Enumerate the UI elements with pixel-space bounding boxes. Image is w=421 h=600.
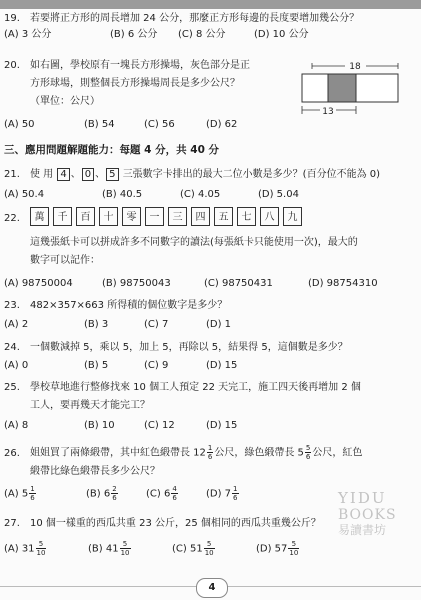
question-text-line1: 學校草地進行整修找來 10 個工人預定 22 天完工，施工四天後再增加 2 個 [30, 382, 361, 393]
question-text-mid: 公尺，綠色緞帶長 5 [214, 447, 304, 459]
option-d [206, 485, 240, 502]
fraction [207, 444, 213, 461]
question-text-post: 三張數字卡排出的最大二位小數是多少？(百分位不能為 0) [122, 169, 381, 180]
option-label: (D) 57 [256, 543, 288, 555]
question-22 [4, 212, 30, 226]
denominator: 6 [30, 494, 35, 502]
question-text: 10 個一樣重的西瓜共重 23 公斤，25 個相同的西瓜共重幾公斤？ [30, 518, 321, 529]
word-card: 千 [53, 207, 72, 226]
numerator: 5 [305, 444, 311, 452]
question-text-line3: （單位：公尺） [30, 96, 100, 107]
question-number: 22. [4, 213, 20, 224]
word-card: 七 [237, 207, 256, 226]
digit-card-0: 0 [82, 168, 94, 181]
question-number: 23. [4, 300, 20, 311]
question-21 [4, 168, 380, 182]
numerator: 1 [207, 444, 213, 452]
option-label: (D) 7 [206, 488, 232, 500]
dimension-label-top: 18 [349, 62, 361, 72]
word-card: 萬 [30, 207, 49, 226]
denominator: 6 [112, 494, 117, 502]
fraction [120, 540, 131, 557]
word-card: 五 [214, 207, 233, 226]
numerator: 5 [36, 540, 47, 549]
option-d: (D) 10 公分 [254, 29, 309, 40]
fraction [111, 485, 117, 502]
question-text-line2: 工人，要再幾天才能完工？ [30, 400, 150, 411]
fraction [36, 540, 47, 557]
option-label: (C) 6 [146, 488, 171, 500]
question-text: 482×357×663 所得積的個位數字是多少？ [30, 300, 228, 311]
option-a: (A) 98750004 [4, 278, 73, 289]
question-number: 21. [4, 169, 20, 180]
option-a: (A) 3 公分 [4, 29, 52, 40]
option-b: (B) 54 [84, 119, 115, 130]
option-a: (A) 2 [4, 319, 29, 330]
numerator: 1 [233, 485, 238, 493]
watermark [338, 490, 418, 537]
numerator: 5 [204, 540, 215, 549]
question-text-post: 公尺，紅色 [312, 447, 363, 459]
option-d: (D) 1 [206, 319, 232, 330]
fraction [288, 540, 299, 557]
word-card: 八 [260, 207, 279, 226]
top-band [0, 0, 421, 9]
question-text-line2: 數字可以記作： [30, 255, 100, 266]
option-c: (C) 8 公分 [178, 29, 226, 40]
option-b: (B) 10 [84, 420, 115, 431]
page-number: 4 [196, 578, 228, 598]
dimension-label-bottom: 13 [322, 107, 334, 117]
question-text: 一個數減掉 5，乘以 5，加上 5，再除以 5，結果得 5，這個數是多少？ [30, 342, 348, 353]
question-27 [4, 517, 321, 531]
denominator: 6 [233, 494, 238, 502]
option-b: (B) 5 [84, 360, 109, 371]
section-heading: 三、應用問題解題能力：每題 4 分，共 40 分 [4, 144, 220, 156]
word-card: 四 [191, 207, 210, 226]
square-court [328, 74, 356, 102]
watermark-line1: YIDU [338, 489, 387, 507]
denominator: 10 [36, 549, 46, 557]
option-label: (A) 31 [4, 543, 35, 555]
option-a: (A) 50 [4, 119, 35, 130]
question-23 [4, 299, 227, 313]
separator: 、 [95, 169, 106, 180]
question-text-line1: 這幾張紙卡可以拼成許多不同數字的讀法(每張紙卡只能使用一次)，最大的 [30, 237, 358, 248]
option-a: (A) 0 [4, 360, 29, 371]
question-text-pre: 姐姐買了兩條緞帶，其中紅色緞帶長 12 [30, 447, 206, 459]
denominator: 6 [305, 453, 311, 461]
question-text-pre: 使 用 [30, 169, 54, 180]
option-b: (B) 3 [84, 319, 109, 330]
denominator: 10 [120, 549, 130, 557]
question-number: 24. [4, 342, 20, 353]
option-a: (A) 8 [4, 420, 29, 431]
question-text: 若要將正方形的周長增加 24 公分，那麼正方形每邊的長度要增加幾公分？ [30, 13, 360, 24]
option-c: (C) 12 [144, 420, 175, 431]
field-figure [300, 60, 410, 122]
question-number: 26. [4, 447, 20, 459]
question-number: 20. [4, 60, 20, 71]
option-c: (C) 98750431 [204, 278, 273, 289]
question-number: 27. [4, 518, 20, 529]
word-card: 零 [122, 207, 141, 226]
option-label: (C) 51 [172, 543, 203, 555]
word-card: 三 [168, 207, 187, 226]
question-20 [4, 59, 250, 73]
fraction [171, 485, 177, 502]
question-25 [4, 381, 361, 395]
question-26 [4, 444, 362, 461]
option-b [86, 485, 119, 502]
option-d [256, 540, 300, 557]
option-c: (C) 7 [144, 319, 169, 330]
option-c [146, 485, 179, 502]
question-text-line2: 方形球場，則整個長方形操場周長是多少公尺？ [30, 78, 240, 89]
fraction [232, 485, 238, 502]
word-card: 一 [145, 207, 164, 226]
question-number: 19. [4, 13, 20, 24]
option-b: (B) 6 公分 [110, 29, 158, 40]
word-card: 九 [283, 207, 302, 226]
option-c: (C) 4.05 [180, 189, 221, 200]
denominator: 6 [207, 453, 213, 461]
option-b: (B) 40.5 [102, 189, 143, 200]
digit-card-4: 4 [57, 168, 69, 181]
option-label: (B) 41 [88, 543, 119, 555]
separator: 、 [70, 169, 81, 180]
numerator: 2 [112, 485, 117, 493]
option-b: (B) 98750043 [102, 278, 171, 289]
fraction [305, 444, 311, 461]
fraction [204, 540, 215, 557]
fraction [29, 485, 35, 502]
numerator: 4 [172, 485, 177, 493]
word-card: 十 [99, 207, 118, 226]
question-text-line1: 如右圖，學校原有一塊長方形操場，灰色部分是正 [30, 60, 250, 71]
option-label: (A) 5 [4, 488, 29, 500]
option-c: (C) 9 [144, 360, 169, 371]
option-a: (A) 50.4 [4, 189, 45, 200]
watermark-line3: 易讀書坊 [338, 523, 387, 537]
option-d: (D) 15 [206, 420, 238, 431]
denominator: 6 [172, 494, 177, 502]
watermark-line2: BOOKS [338, 507, 397, 523]
question-text-line2: 緞帶比綠色緞帶長多少公尺？ [30, 466, 160, 477]
digit-card-5: 5 [106, 168, 118, 181]
option-label: (B) 6 [86, 488, 111, 500]
option-c [172, 540, 216, 557]
option-b [88, 540, 132, 557]
denominator: 10 [289, 549, 299, 557]
question-number: 25. [4, 382, 20, 393]
denominator: 10 [204, 549, 214, 557]
option-d: (D) 62 [206, 119, 238, 130]
option-a [4, 540, 47, 557]
question-24 [4, 341, 348, 355]
word-card-row [30, 207, 302, 226]
option-a [4, 485, 37, 502]
option-c: (C) 56 [144, 119, 175, 130]
option-d: (D) 98754310 [308, 278, 378, 289]
numerator: 5 [120, 540, 131, 549]
word-card: 百 [76, 207, 95, 226]
numerator: 1 [30, 485, 35, 493]
question-19 [4, 12, 359, 26]
numerator: 5 [288, 540, 299, 549]
option-d: (D) 5.04 [258, 189, 299, 200]
option-d: (D) 15 [206, 360, 238, 371]
